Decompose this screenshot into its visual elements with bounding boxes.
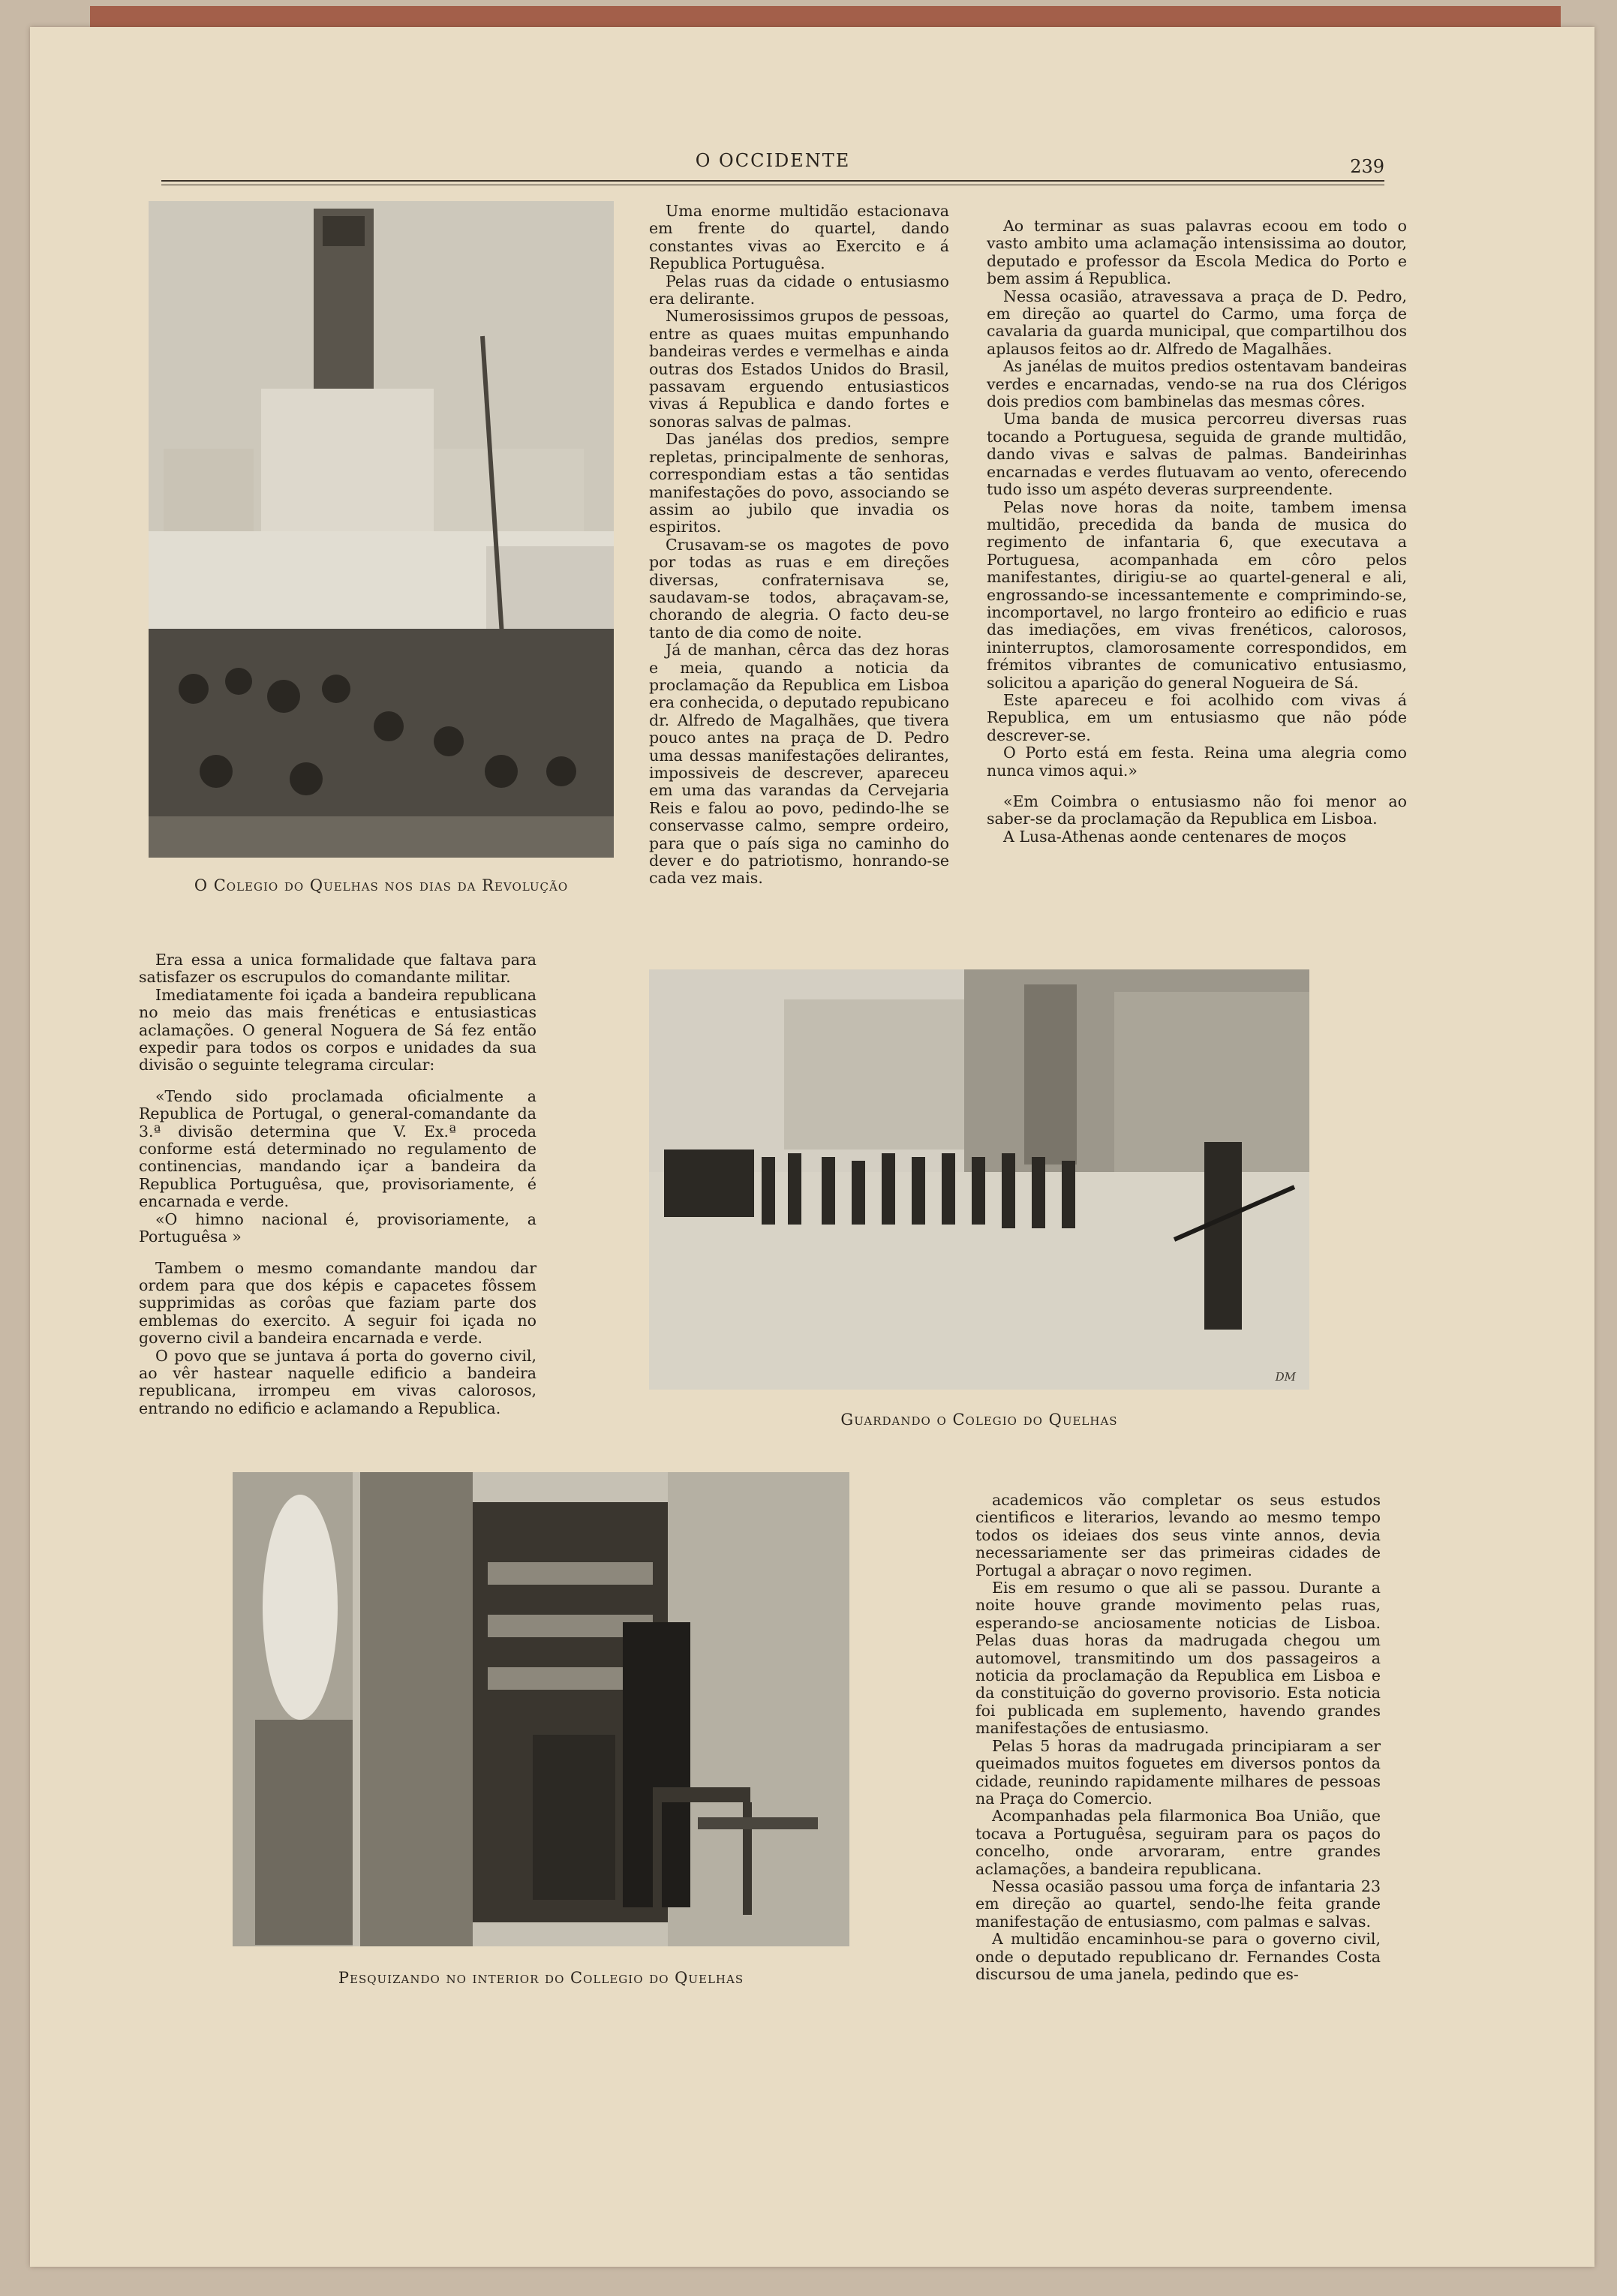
paragraph: A Lusa-Athenas aonde centenares de moços [1003, 827, 1347, 846]
paragraph: academicos vão completar os seus estudos cientificos e literarios, levando ao mesmo tempo todos os ideiaes dos seus vinte annos, devia necessariamente ser das primeiras cidades de Portugal a abraçar o novo regimen. [975, 1491, 1381, 1579]
paragraph: Acompanhadas pela filarmonica Boa União, que tocava a Portuguêsa, seguiram para os paços do concelho, onde arvoraram, entre grandes aclamações, a bandeira republicana. [975, 1807, 1381, 1878]
paragraph: Pelas nove horas da noite, tambem imensa multidão, precedida da banda de musica do regimento de infantaria 6, que executava a Portuguesa, acompanhada em côro pelos manifestantes, dirigiu-se ao quartel-general e ali, engrossando-se incessantemente e comprimindo-se, incomportavel, no largo fronteiro ao edificio e ruas das imediações, em vivas frenéticos, calorosos, ininterruptos, clamorosamente correspondidos, em frémitos vibrantes de comunicativo entusiasmo, solicitou a aparição do general Nogueira de Sá. [987, 497, 1407, 692]
paragraph: Uma enorme multidão estacionava em frente do quartel, dando constantes vivas ao Exercito e á Republica Portuguêsa. [649, 202, 949, 273]
photo-quelhas-tower [149, 201, 614, 858]
header-rule [161, 180, 1384, 182]
paragraph: Este apareceu e foi acolhido com vivas á Republica, em um entusiasmo que não póde descrever-se. [987, 690, 1407, 744]
photo-guarding-colegio [649, 969, 1309, 1390]
paragraph: «Em Coimbra o entusiasmo não foi menor ao saber-se da proclamação da Republica em Lisboa. [987, 792, 1407, 828]
column-1-middle-text [139, 951, 536, 1417]
paragraph: Pelas 5 horas da madrugada principiaram a ser queimados muitos foguetes em diversos pontos da cidade, reunindo rapidamente milhares de pessoas na Praça do Comercio. [975, 1736, 1381, 1808]
caption-interior-search: Pesquizando no interior do Collegio do Quelhas [338, 1969, 744, 1987]
caption-quelhas-tower: O Colegio do Quelhas nos dias da Revolução [194, 876, 569, 894]
paragraph: Nessa ocasião, atravessava a praça de D. Pedro, em direção ao quartel do Carmo, uma força de cavalaria da guarda municipal, que compartilhou dos aplausos feitos ao dr. Alfredo de Magalhães. [987, 287, 1407, 358]
publication-title: O OCCIDENTE [695, 150, 851, 171]
caption-guarding-colegio: Guardando o Colegio do Quelhas [840, 1411, 1118, 1429]
paragraph: O Porto está em festa. Reina uma alegria como nunca vimos aqui.» [987, 744, 1407, 780]
paragraph: As janélas de muitos predios ostentavam bandeiras verdes e encarnadas, vendo-se na rua dos Clérigos dois predios com bambinelas das mesmas côres. [987, 357, 1407, 411]
paragraph: Já de manhan, cêrca das dez horas e meia, quando a noticia da proclamação da Republica em Lisboa era conhecida, o deputado repubicano dr. Alfredo de Magalhães, que tivera pouco antes na praça de D. Pedro uma dessas manifestações delirantes, impossiveis de descrever, apareceu em uma das varandas da Cervejaria Reis e falou ao povo, pedindo-lhe se conservasse calmo, sempre ordeiro, para que o país siga no caminho do dever e do patriotismo, honrando-se cada vez mais. [649, 641, 949, 888]
paragraph: Das janélas dos predios, sempre repletas, principalmente de senhoras, correspondiam estas a tão sentidas manifestações do povo, associando se assim ao jubilo que invadia os espiritos. [649, 430, 949, 536]
page-number: 239 [1350, 156, 1384, 177]
paragraph: Uma banda de musica percorreu diversas ruas tocando a Portuguesa, seguida de grande multidão, dando vivas e salvas de palmas. Bandeirinhas encarnadas e verdes flutuavam ao vento, oferecendo tudo isso um aspéto deveras surpreendente. [987, 410, 1407, 499]
paragraph: Crusavam-se os magotes de povo por todas as ruas e em direções diversas, confraternisava se, saudavam-se todos, abraçavam-se, chorando de alegria. O facto deu-se tanto de dia como de noite. [649, 535, 949, 642]
paragraph: «Tendo sido proclamada oficialmente a Republica de Portugal, o general-comandante da 3.ª divisão determina que V. Ex.ª proceda conforme está determinado no regulamento de continencias, mandando içar a bandeira da Republica Portuguêsa, que, provisoriamente, é encarnada e verde. [139, 1086, 536, 1211]
column-2-top-text [649, 203, 949, 888]
paragraph: Pelas ruas da cidade o entusiasmo era delirante. [649, 272, 949, 308]
paragraph: Numerosissimos grupos de pessoas, entre as quaes muitas empunhando bandeiras verdes e vermelhas e ainda outras dos Estados Unidos do Brasil, passavam erguendo entusiasticos vivas á Republica e dando fortes e sonoras salvas de palmas. [649, 307, 949, 431]
paragraph: Imediatamente foi içada a bandeira republicana no meio das mais frenéticas e entusiasticas aclamações. O general Noguera de Sá fez então expedir para todos os corpos e unidades da sua divisão o seguinte telegrama circular: [139, 985, 536, 1074]
paragraph: Eis em resumo o que ali se passou. Durante a noite houve grande movimento pelas ruas, esperando-se anciosamente noticias de Lisboa. Pelas duas horas da madrugada chegou um automovel, transmitindo um dos passageiros a noticia da proclamação da Republica em Lisboa e da constituição do governo provisorio. Esta noticia foi publicada em suplemento, havendo grandes manifestações de entusiasmo. [975, 1579, 1381, 1738]
column-3-top-text [987, 218, 1407, 846]
paragraph: Nessa ocasião passou uma força de infantaria 23 em direção ao quartel, sendo-lhe feita grande manifestação de entusiasmo, com palmas e salvas. [975, 1877, 1381, 1931]
paragraph: Era essa a unica formalidade que faltava para satisfazer os escrupulos do comandante militar. [139, 951, 536, 987]
column-3-bottom-text [975, 1492, 1381, 1983]
photo-signature: DM [1275, 1370, 1296, 1384]
page-header [161, 150, 1384, 177]
paragraph: «O himno nacional é, provisoriamente, a Portuguêsa » [139, 1210, 536, 1246]
paragraph: O povo que se juntava á porta do governo civil, ao vêr hastear naquelle edificio a bandeira republicana, irrompeu em vivas calorosos, entrando no edificio e aclamando a Republica. [139, 1346, 536, 1417]
photo-interior-search [233, 1472, 849, 1946]
paragraph: Tambem o mesmo comandante mandou dar ordem para que dos képis e capacetes fôssem supprimidas as corôas que faziam parte dos emblemas do exercito. A seguir foi içada no governo civil a bandeira encarnada e verde. [139, 1258, 536, 1348]
paragraph: A multidão encaminhou-se para o governo civil, onde o deputado republicano dr. Fernandes Costa discursou de uma janela, pedindo que es- [975, 1930, 1381, 1983]
paragraph: Ao terminar as suas palavras ecoou em todo o vasto ambito uma aclamação intensissima ao doutor, deputado e professor da Escola Medica do Porto e bem assim á Republica. [987, 217, 1407, 288]
